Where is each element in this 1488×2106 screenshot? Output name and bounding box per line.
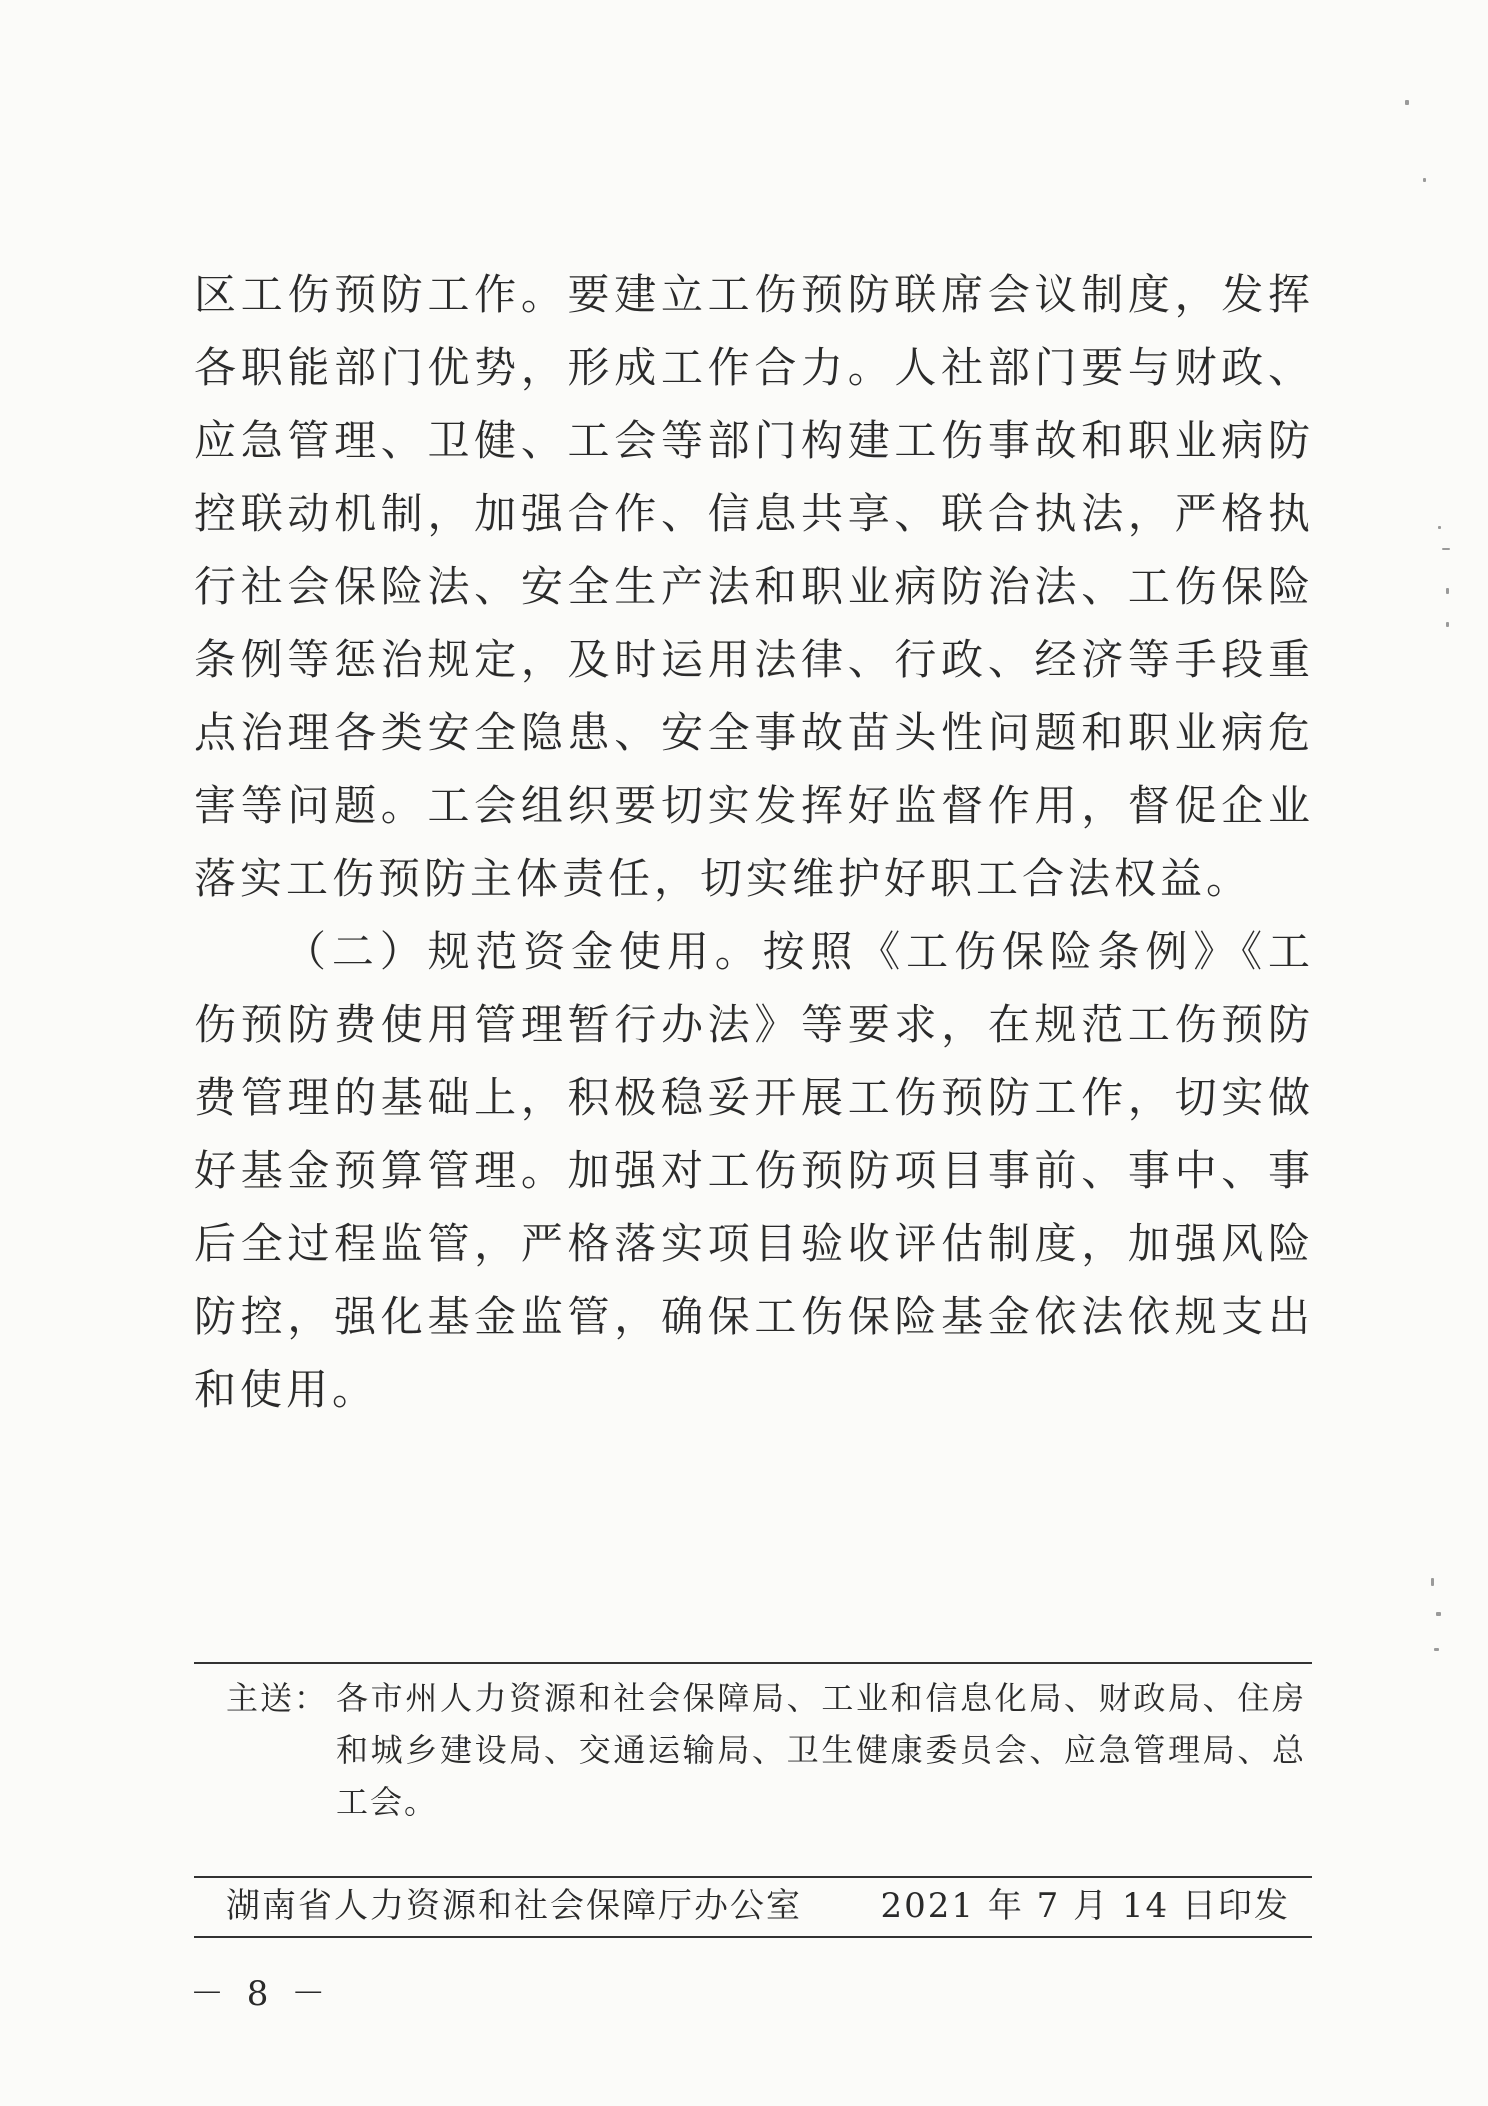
scan-speck — [1436, 1612, 1441, 1616]
scan-speck — [1438, 526, 1441, 529]
cc-label: 主送： — [226, 1679, 329, 1717]
scan-speck — [1423, 178, 1426, 182]
scan-speck — [1446, 588, 1449, 594]
bottom-divider — [194, 1936, 1312, 1938]
issue-date: 2021 年 7 月 14 日印发 — [880, 1886, 1290, 1926]
top-divider — [194, 1662, 1312, 1664]
scan-speck — [1446, 622, 1449, 627]
body-paragraph-1: 区工伤预防工作。要建立工伤预防联席会议制度，发挥各职能部门优势，形成工作合力。人社部门要与财政、应急管理、卫健、工会等部门构建工伤事故和职业病防控联动机制，加强合作、信息共享、联合执法，严格执行社会保险法、安全生产法和职业病防治法、工伤保险条例等惩治规定，及时运用法律、行政、经济等手段重点治理各类安全隐患、安全事故苗头性问题和职业病危害等问题。工会组织要切实发挥好监督作用，督促企业落实工伤预防主体责任，切实维护好职工合法权益。 — [194, 270, 1314, 903]
scan-speck — [1405, 100, 1409, 105]
body-text — [194, 258, 1314, 1426]
middle-divider — [194, 1876, 1312, 1878]
issuer-name: 湖南省人力资源和社会保障厅办公室 — [226, 1886, 802, 1926]
page-number: － 8 － — [190, 1974, 332, 2014]
body-paragraph-2: （二）规范资金使用。按照《工伤保险条例》《工伤预防费使用管理暂行办法》等要求，在规范工伤预防费管理的基础上，积极稳妥开展工伤预防工作，切实做好基金预算管理。加强对工伤预防项目事前、事中、事后全过程监管，严格落实项目验收评估制度，加强风险防控，强化基金监管，确保工伤保险基金依法依规支出和使用。 — [194, 927, 1314, 1414]
scan-speck — [1431, 1578, 1434, 1586]
scan-speck — [1434, 1648, 1439, 1651]
scan-speck — [1442, 548, 1450, 550]
cc-recipients: 各市州人力资源和社会保障局、工业和信息化局、财政局、住房和城乡建设局、交通运输局、卫生健康委员会、应急管理局、总工会。 — [336, 1679, 1306, 1821]
